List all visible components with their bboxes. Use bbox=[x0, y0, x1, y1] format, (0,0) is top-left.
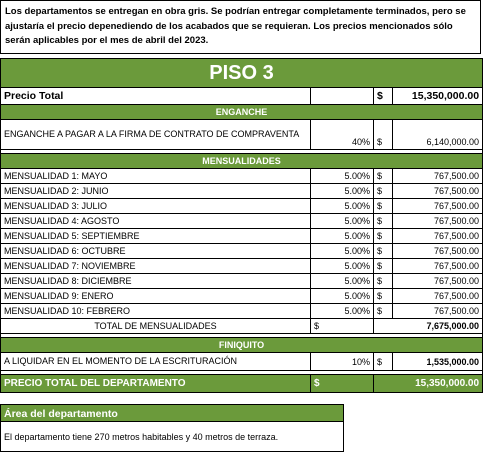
enganche-header: ENGANCHE bbox=[1, 105, 483, 120]
mensualidad-amount: 767,500.00 bbox=[393, 244, 483, 259]
mensualidad-row bbox=[1, 304, 483, 319]
precio-departamento-amount: 15,350,000.00 bbox=[374, 375, 483, 393]
mensualidad-row bbox=[1, 229, 483, 244]
mensualidad-pct: 5.00% bbox=[311, 244, 374, 259]
mensualidad-pct: 5.00% bbox=[311, 199, 374, 214]
mensualidad-row bbox=[1, 274, 483, 289]
mensualidad-currency: $ bbox=[374, 259, 393, 274]
mensualidades-header: MENSUALIDADES bbox=[1, 154, 483, 169]
mensualidad-pct: 5.00% bbox=[311, 289, 374, 304]
mensualidad-label: MENSUALIDAD 10: FEBRERO bbox=[1, 304, 311, 319]
mensualidad-row bbox=[1, 184, 483, 199]
mensualidad-label: MENSUALIDAD 7: NOVIEMBRE bbox=[1, 259, 311, 274]
enganche-header-row bbox=[1, 105, 483, 120]
mensualidad-row bbox=[1, 169, 483, 184]
enganche-label: ENGANCHE A PAGAR A LA FIRMA DE CONTRATO DE COMPRAVENTA bbox=[1, 120, 311, 150]
mensualidad-amount: 767,500.00 bbox=[393, 304, 483, 319]
mensualidad-label: MENSUALIDAD 1: MAYO bbox=[1, 169, 311, 184]
precio-total-currency: $ bbox=[374, 88, 393, 105]
finiquito-amount: 1,535,000.00 bbox=[393, 353, 483, 371]
mensualidades-total-label: TOTAL DE MENSUALIDADES bbox=[1, 319, 311, 334]
finiquito-label: A LIQUIDAR EN EL MOMENTO DE LA ESCRITURACIÓN bbox=[1, 353, 311, 371]
mensualidad-amount: 767,500.00 bbox=[393, 229, 483, 244]
mensualidad-label: MENSUALIDAD 9: ENERO bbox=[1, 289, 311, 304]
mensualidad-amount: 767,500.00 bbox=[393, 259, 483, 274]
mensualidad-currency: $ bbox=[374, 289, 393, 304]
area-description: El departamento tiene 270 metros habitables y 40 metros de terraza. bbox=[0, 422, 344, 452]
mensualidad-amount: 767,500.00 bbox=[393, 199, 483, 214]
mensualidad-currency: $ bbox=[374, 244, 393, 259]
finiquito-header: FINIQUITO bbox=[1, 338, 483, 353]
precio-departamento-label: PRECIO TOTAL DEL DEPARTAMENTO bbox=[1, 375, 311, 393]
floor-title: PISO 3 bbox=[1, 59, 483, 88]
mensualidad-currency: $ bbox=[374, 229, 393, 244]
mensualidad-label: MENSUALIDAD 6: OCTUBRE bbox=[1, 244, 311, 259]
mensualidad-label: MENSUALIDAD 2: JUNIO bbox=[1, 184, 311, 199]
enganche-amount: 6,140,000.00 bbox=[393, 120, 483, 150]
precio-total-pct-cell bbox=[311, 88, 374, 105]
mensualidad-pct: 5.00% bbox=[311, 259, 374, 274]
finiquito-currency: $ bbox=[374, 353, 393, 371]
finiquito-header-row bbox=[1, 338, 483, 353]
mensualidad-amount: 767,500.00 bbox=[393, 214, 483, 229]
mensualidad-pct: 5.00% bbox=[311, 169, 374, 184]
mensualidad-currency: $ bbox=[374, 169, 393, 184]
precio-total-row bbox=[1, 88, 483, 105]
floor-title-row bbox=[1, 59, 483, 88]
mensualidad-label: MENSUALIDAD 4: AGOSTO bbox=[1, 214, 311, 229]
mensualidad-pct: 5.00% bbox=[311, 229, 374, 244]
mensualidad-currency: $ bbox=[374, 199, 393, 214]
finiquito-pct: 10% bbox=[311, 353, 374, 371]
mensualidades-header-row bbox=[1, 154, 483, 169]
mensualidad-amount: 767,500.00 bbox=[393, 184, 483, 199]
mensualidad-currency: $ bbox=[374, 214, 393, 229]
mensualidad-pct: 5.00% bbox=[311, 274, 374, 289]
mensualidad-currency: $ bbox=[374, 274, 393, 289]
mensualidad-currency: $ bbox=[374, 304, 393, 319]
mensualidad-row bbox=[1, 199, 483, 214]
mensualidad-pct: 5.00% bbox=[311, 214, 374, 229]
mensualidad-pct: 5.00% bbox=[311, 184, 374, 199]
mensualidad-label: MENSUALIDAD 8: DICIEMBRE bbox=[1, 274, 311, 289]
mensualidad-row bbox=[1, 244, 483, 259]
mensualidad-currency: $ bbox=[374, 184, 393, 199]
mensualidades-total-currency: $ bbox=[311, 319, 374, 334]
mensualidad-label: MENSUALIDAD 5: SEPTIEMBRE bbox=[1, 229, 311, 244]
precio-departamento-currency: $ bbox=[311, 375, 374, 393]
mensualidad-pct: 5.00% bbox=[311, 304, 374, 319]
enganche-currency: $ bbox=[374, 120, 393, 150]
mensualidades-total-amount: 7,675,000.00 bbox=[374, 319, 483, 334]
mensualidad-amount: 767,500.00 bbox=[393, 274, 483, 289]
mensualidad-amount: 767,500.00 bbox=[393, 169, 483, 184]
mensualidad-label: MENSUALIDAD 3: JULIO bbox=[1, 199, 311, 214]
mensualidad-row bbox=[1, 289, 483, 304]
precio-total-amount: 15,350,000.00 bbox=[393, 88, 483, 105]
payment-table bbox=[0, 58, 482, 393]
finiquito-row bbox=[1, 353, 483, 371]
precio-departamento-row bbox=[1, 375, 483, 393]
mensualidad-row bbox=[1, 214, 483, 229]
enganche-row bbox=[1, 120, 483, 150]
mensualidades-total-row bbox=[1, 319, 483, 334]
precio-total-label: Precio Total bbox=[1, 88, 311, 105]
mensualidad-amount: 767,500.00 bbox=[393, 289, 483, 304]
enganche-pct: 40% bbox=[311, 120, 374, 150]
mensualidad-row bbox=[1, 259, 483, 274]
disclaimer-note: Los departamentos se entregan en obra gris. Se podrían entregar completamente terminados, pero se ajustaría el precio depenediendo de los acabados que se requieran. Los precios mencionados sólo serán aplicables por el mes de abril del 2023. bbox=[0, 0, 481, 54]
area-title: Área del departamento bbox=[0, 404, 344, 422]
